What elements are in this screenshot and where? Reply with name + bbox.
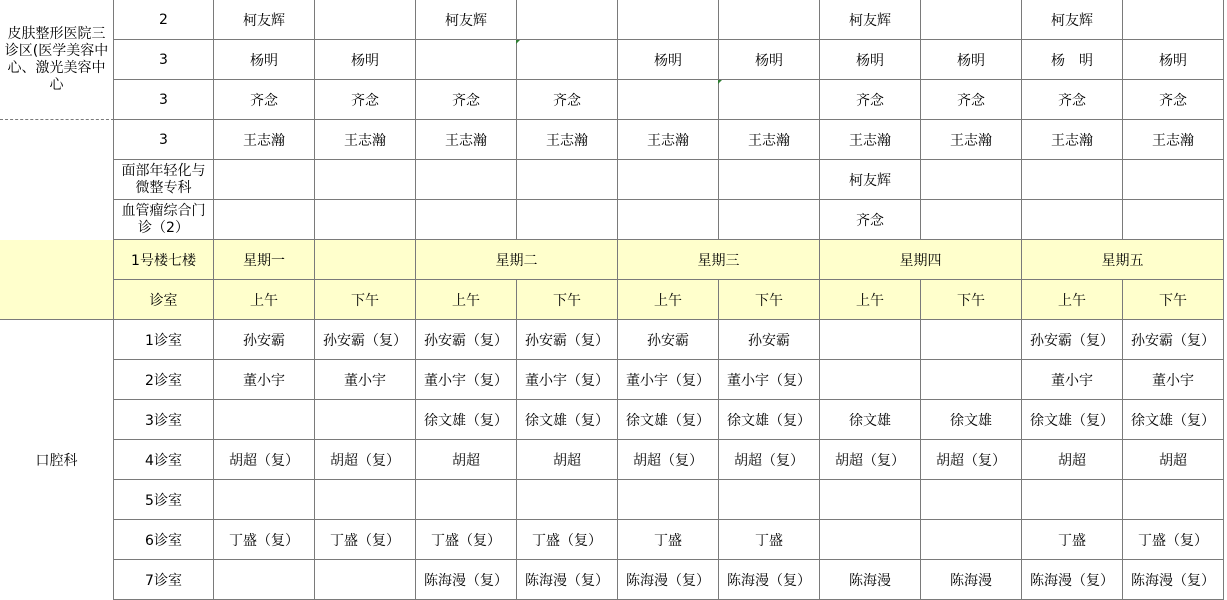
am-header: 上午	[416, 280, 517, 320]
schedule-cell	[416, 480, 517, 520]
schedule-cell	[315, 480, 416, 520]
schedule-cell: 杨明	[719, 40, 820, 80]
schedule-cell	[820, 520, 921, 560]
schedule-cell	[416, 160, 517, 200]
pm-header: 下午	[315, 280, 416, 320]
schedule-cell: 陈海漫（复）	[618, 560, 719, 600]
schedule-cell: 徐文雄（复）	[719, 400, 820, 440]
department-cell-stomatology: 口腔科	[0, 320, 114, 600]
schedule-cell: 王志瀚	[416, 120, 517, 160]
schedule-cell: 徐文雄（复）	[618, 400, 719, 440]
schedule-cell	[820, 480, 921, 520]
schedule-cell	[820, 320, 921, 360]
schedule-cell: 胡超	[1123, 440, 1224, 480]
schedule-cell: 徐文雄	[820, 400, 921, 440]
schedule-cell	[1022, 160, 1123, 200]
schedule-cell	[921, 480, 1022, 520]
schedule-cell: 陈海漫	[921, 560, 1022, 600]
room-label-cell: 3	[114, 120, 214, 160]
schedule-cell	[214, 160, 315, 200]
schedule-cell	[719, 160, 820, 200]
schedule-cell: 杨明	[921, 40, 1022, 80]
schedule-cell: 孙安霸	[214, 320, 315, 360]
schedule-cell	[315, 560, 416, 600]
schedule-cell: 丁盛（复）	[416, 520, 517, 560]
schedule-cell: 齐念	[820, 80, 921, 120]
schedule-cell: 丁盛（复）	[214, 520, 315, 560]
schedule-cell	[315, 200, 416, 240]
schedule-cell: 董小宇（复）	[517, 360, 618, 400]
schedule-cell	[719, 480, 820, 520]
schedule-cell	[1123, 0, 1224, 40]
schedule-cell: 孙安霸（复）	[517, 320, 618, 360]
comment-marker-icon	[718, 80, 722, 84]
schedule-cell	[921, 200, 1022, 240]
schedule-cell: 柯友辉	[820, 160, 921, 200]
schedule-cell: 董小宇	[1022, 360, 1123, 400]
room-label-cell: 7诊室	[114, 560, 214, 600]
schedule-cell: 董小宇（复）	[618, 360, 719, 400]
schedule-cell	[315, 400, 416, 440]
room-label-cell: 1诊室	[114, 320, 214, 360]
schedule-cell: 柯友辉	[1022, 0, 1123, 40]
schedule-cell	[1022, 200, 1123, 240]
schedule-cell	[921, 320, 1022, 360]
schedule-cell	[618, 200, 719, 240]
department-cell-dermatology-continued	[0, 120, 114, 240]
schedule-cell: 胡超	[517, 440, 618, 480]
schedule-cell	[214, 200, 315, 240]
schedule-cell	[517, 200, 618, 240]
schedule-cell	[517, 0, 618, 40]
schedule-cell: 胡超（复）	[820, 440, 921, 480]
am-header: 上午	[618, 280, 719, 320]
schedule-cell: 王志瀚	[1022, 120, 1123, 160]
schedule-cell: 徐文雄	[921, 400, 1022, 440]
pm-header: 下午	[517, 280, 618, 320]
schedule-cell	[921, 0, 1022, 40]
schedule-cell: 杨明	[618, 40, 719, 80]
pm-header: 下午	[1123, 280, 1224, 320]
pm-header: 下午	[719, 280, 820, 320]
schedule-cell: 丁盛（复）	[517, 520, 618, 560]
schedule-cell: 陈海漫（复）	[416, 560, 517, 600]
schedule-cell	[618, 160, 719, 200]
schedule-cell	[618, 480, 719, 520]
schedule-cell: 董小宇（复）	[416, 360, 517, 400]
day-header-fri: 星期五	[1022, 240, 1224, 280]
schedule-cell	[517, 480, 618, 520]
schedule-cell: 齐念	[517, 80, 618, 120]
day-header-tue: 星期二	[416, 240, 618, 280]
schedule-cell	[719, 0, 820, 40]
schedule-cell	[315, 160, 416, 200]
schedule-cell: 王志瀚	[719, 120, 820, 160]
room-label-cell: 3	[114, 40, 214, 80]
schedule-cell: 徐文雄（复）	[517, 400, 618, 440]
comment-marker-icon	[516, 40, 520, 44]
schedule-cell	[921, 160, 1022, 200]
day-header-mon-blank	[315, 240, 416, 280]
room-label-cell: 血管瘤综合门诊（2）	[114, 200, 214, 240]
schedule-cell: 胡超（复）	[921, 440, 1022, 480]
schedule-cell	[820, 360, 921, 400]
schedule-cell	[1123, 480, 1224, 520]
room-label-cell: 3诊室	[114, 400, 214, 440]
room-label-cell: 4诊室	[114, 440, 214, 480]
schedule-cell	[214, 480, 315, 520]
room-label-cell: 面部年轻化与微整专科	[114, 160, 214, 200]
day-header-wed: 星期三	[618, 240, 820, 280]
schedule-cell	[517, 40, 618, 80]
day-header-thu: 星期四	[820, 240, 1022, 280]
schedule-cell: 杨 明	[1022, 40, 1123, 80]
schedule-cell: 柯友辉	[416, 0, 517, 40]
schedule-cell: 王志瀚	[921, 120, 1022, 160]
schedule-cell	[921, 520, 1022, 560]
schedule-cell: 孙安霸（复）	[416, 320, 517, 360]
pm-header: 下午	[921, 280, 1022, 320]
schedule-cell: 胡超（复）	[214, 440, 315, 480]
room-label-cell: 2诊室	[114, 360, 214, 400]
schedule-cell: 董小宇	[1123, 360, 1224, 400]
am-header: 上午	[214, 280, 315, 320]
schedule-cell: 齐念	[921, 80, 1022, 120]
schedule-cell	[214, 560, 315, 600]
header-corner-cell	[0, 240, 114, 320]
building-label: 1号楼七楼	[114, 240, 214, 280]
schedule-cell: 胡超（复）	[315, 440, 416, 480]
schedule-cell: 王志瀚	[315, 120, 416, 160]
am-header: 上午	[820, 280, 921, 320]
schedule-cell: 杨明	[1123, 40, 1224, 80]
schedule-cell: 胡超（复）	[618, 440, 719, 480]
schedule-cell	[416, 200, 517, 240]
schedule-cell: 柯友辉	[214, 0, 315, 40]
schedule-cell: 王志瀚	[820, 120, 921, 160]
room-column-header: 诊室	[114, 280, 214, 320]
schedule-cell: 齐念	[416, 80, 517, 120]
room-label-cell: 2	[114, 0, 214, 40]
schedule-cell: 孙安霸	[719, 320, 820, 360]
schedule-cell: 董小宇	[214, 360, 315, 400]
schedule-cell: 陈海漫（复）	[517, 560, 618, 600]
schedule-cell: 徐文雄（复）	[416, 400, 517, 440]
schedule-cell	[719, 80, 820, 120]
schedule-cell: 王志瀚	[1123, 120, 1224, 160]
schedule-cell: 胡超	[1022, 440, 1123, 480]
schedule-cell: 孙安霸	[618, 320, 719, 360]
schedule-cell: 徐文雄（复）	[1123, 400, 1224, 440]
schedule-cell: 丁盛	[719, 520, 820, 560]
schedule-cell: 董小宇（复）	[719, 360, 820, 400]
schedule-cell	[517, 160, 618, 200]
schedule-cell: 陈海漫（复）	[719, 560, 820, 600]
schedule-cell	[1123, 160, 1224, 200]
schedule-cell: 胡超	[416, 440, 517, 480]
schedule-cell: 齐念	[1022, 80, 1123, 120]
schedule-cell	[618, 80, 719, 120]
room-label-cell: 5诊室	[114, 480, 214, 520]
schedule-cell	[315, 0, 416, 40]
schedule-cell: 徐文雄（复）	[1022, 400, 1123, 440]
schedule-cell: 孙安霸（复）	[1022, 320, 1123, 360]
schedule-cell: 孙安霸（复）	[315, 320, 416, 360]
schedule-cell: 齐念	[214, 80, 315, 120]
schedule-cell: 王志瀚	[618, 120, 719, 160]
room-label-cell: 6诊室	[114, 520, 214, 560]
schedule-cell: 陈海漫	[820, 560, 921, 600]
schedule-cell: 柯友辉	[820, 0, 921, 40]
schedule-cell	[719, 200, 820, 240]
schedule-cell: 孙安霸（复）	[1123, 320, 1224, 360]
schedule-cell: 丁盛	[618, 520, 719, 560]
schedule-cell: 丁盛	[1022, 520, 1123, 560]
schedule-cell	[1022, 480, 1123, 520]
schedule-cell	[416, 40, 517, 80]
schedule-cell	[214, 400, 315, 440]
schedule-cell: 胡超（复）	[719, 440, 820, 480]
schedule-cell: 董小宇	[315, 360, 416, 400]
schedule-cell: 丁盛（复）	[315, 520, 416, 560]
schedule-cell: 陈海漫（复）	[1123, 560, 1224, 600]
schedule-cell: 齐念	[1123, 80, 1224, 120]
schedule-cell: 齐念	[315, 80, 416, 120]
day-header-mon: 星期一	[214, 240, 315, 280]
schedule-cell	[618, 0, 719, 40]
schedule-cell: 杨明	[214, 40, 315, 80]
am-header: 上午	[1022, 280, 1123, 320]
schedule-cell: 齐念	[820, 200, 921, 240]
schedule-cell	[921, 360, 1022, 400]
schedule-cell: 杨明	[820, 40, 921, 80]
schedule-cell: 杨明	[315, 40, 416, 80]
department-cell-dermatology: 皮肤整形医院三诊区(医学美容中心、激光美容中心	[0, 0, 114, 120]
schedule-cell	[1123, 200, 1224, 240]
room-label-cell: 3	[114, 80, 214, 120]
schedule-cell: 王志瀚	[214, 120, 315, 160]
schedule-cell: 王志瀚	[517, 120, 618, 160]
schedule-cell: 陈海漫（复）	[1022, 560, 1123, 600]
schedule-cell: 丁盛（复）	[1123, 520, 1224, 560]
